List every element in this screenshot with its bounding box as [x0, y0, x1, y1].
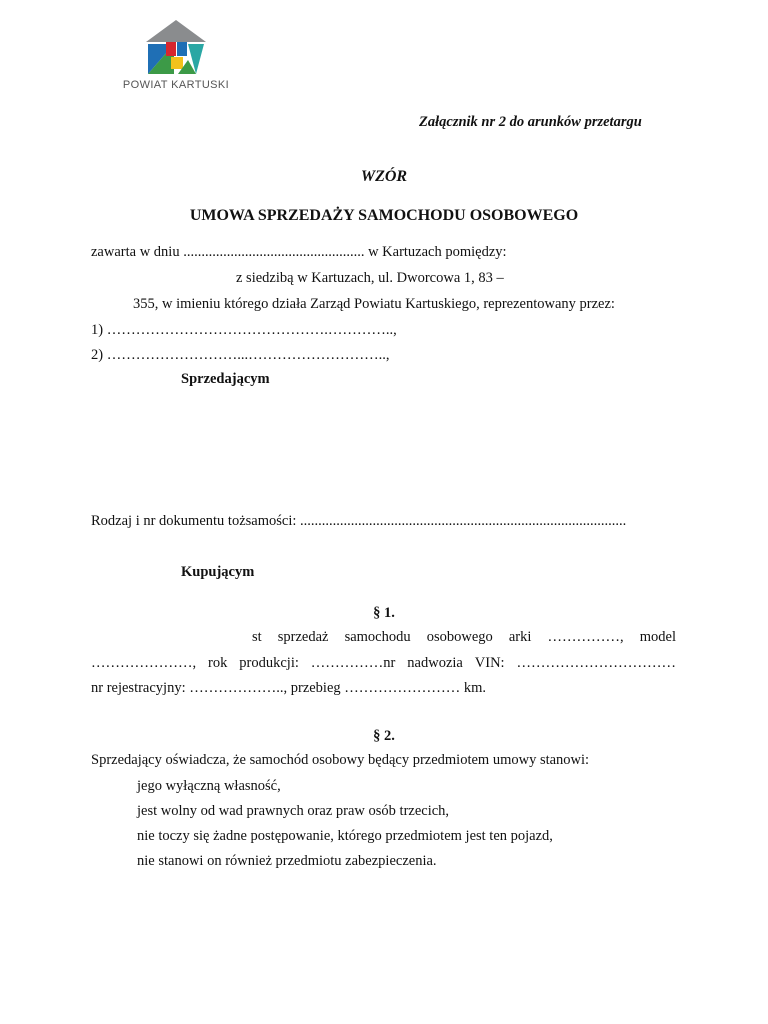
s1-word: arki [508, 629, 532, 645]
logo-text: POWIAT KARTUSKI [122, 79, 230, 91]
section-2-item: nie stanowi on również przedmiotu zabezpieczenia. [137, 853, 437, 869]
id-document-line: Rodzaj i nr dokumentu tożsamości: .......................................................................................... [91, 513, 627, 529]
s1-word: ……………nr [310, 655, 396, 671]
s1-word: produkcji: [239, 655, 299, 671]
seller-address-line: z siedzibą w Kartuzach, ul. Dworcowa 1, 83 – [236, 270, 504, 286]
s1-word: VIN: [474, 655, 505, 671]
section-2-item: jest wolny od wad prawnych oraz praw osób trzecich, [137, 803, 450, 819]
s1-word: …………………………… [516, 655, 676, 671]
powiat-kartuski-logo [114, 18, 238, 96]
section-1-line-1 [252, 628, 676, 646]
s1-word: st [252, 629, 262, 645]
s1-word: model [639, 629, 676, 645]
seller-label: Sprzedającym [181, 371, 270, 387]
s1-word: rok [208, 655, 228, 671]
s1-word: sprzedaż [277, 629, 329, 645]
s1-word: osobowego [426, 629, 493, 645]
attachment-note: Załącznik nr 2 do arunków przetargu [419, 114, 642, 130]
section-2-item: jego wyłączną własność, [137, 778, 281, 794]
section-1-line-2 [91, 654, 676, 672]
representative-1: 1) ……………………………………….………….., [91, 322, 397, 338]
logo-emblem-icon [144, 20, 208, 78]
section-2-heading: § 2. [373, 728, 395, 744]
s1-word: ……………, [547, 629, 624, 645]
s1-word: …………………, [91, 655, 197, 671]
section-2-intro: Sprzedający oświadcza, że samochód osobowy będący przedmiotem umowy stanowi: [91, 752, 590, 768]
section-2-item: nie toczy się żadne postępowanie, którego przedmiotem jest ten pojazd, [137, 828, 553, 844]
contract-date-line: zawarta w dniu .................................................. w Kartuzach pomiędzy: [91, 244, 507, 260]
seller-representation-line: 355, w imieniu którego działa Zarząd Powiatu Kartuskiego, reprezentowany przez: [133, 296, 615, 312]
section-1-line-3: nr rejestracyjny: ……………….., przebieg …………………… km. [91, 680, 487, 696]
template-label: WZÓR [360, 168, 408, 185]
representative-2: 2) ………………………...……………………….., [91, 347, 390, 363]
s1-word: nadwozia [407, 655, 463, 671]
contract-title: UMOWA SPRZEDAŻY SAMOCHODU OSOBOWEGO [189, 207, 579, 224]
s1-word: samochodu [344, 629, 411, 645]
section-1-heading: § 1. [373, 605, 395, 621]
buyer-label: Kupującym [181, 564, 255, 580]
